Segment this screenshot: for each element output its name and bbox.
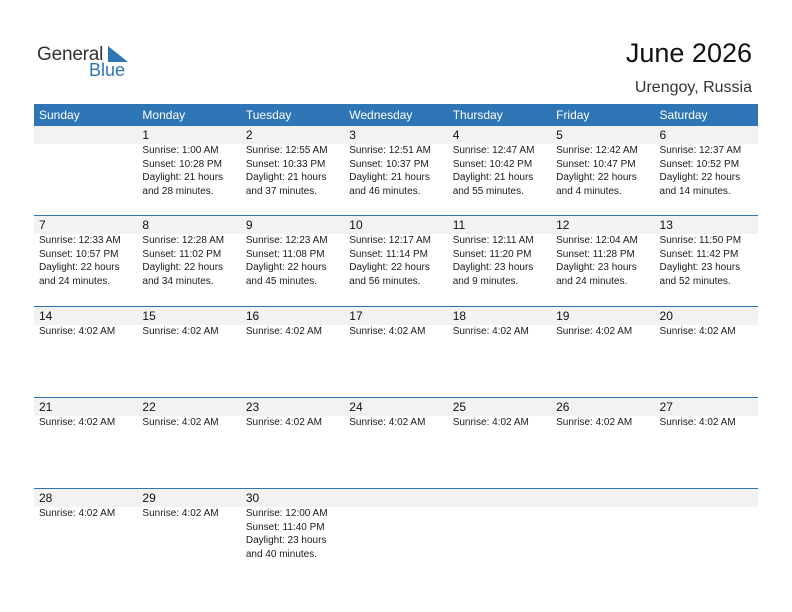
sun-info-line: Daylight: 21 hours [452, 172, 534, 183]
day-number: 18 [452, 309, 467, 323]
weekday-wednesday: Wednesday [349, 108, 413, 122]
sun-info-line: Daylight: 23 hours [245, 535, 327, 546]
sun-info-line: Sunrise: 4:02 AM [142, 417, 219, 428]
day-cell [344, 216, 447, 306]
day-cell [34, 216, 137, 306]
sun-info-line: Daylight: 23 hours [659, 262, 741, 273]
day-cell [241, 489, 344, 579]
day-cell [344, 398, 447, 488]
sun-info-line: Sunrise: 4:02 AM [39, 508, 116, 519]
day-cell [551, 398, 654, 488]
weekday-thursday: Thursday [452, 108, 503, 122]
day-number: 19 [556, 309, 570, 323]
day-number: 5 [556, 128, 563, 142]
day-number: 23 [245, 400, 260, 414]
sun-info-line: Sunrise: 12:23 AM [245, 235, 328, 246]
sun-info-line: Sunrise: 4:02 AM [556, 326, 633, 337]
day-sun-info [246, 416, 344, 430]
day-cell [241, 398, 344, 488]
sun-info-line: and 24 minutes. [556, 275, 628, 287]
sun-info-line: Sunrise: 12:37 AM [659, 145, 742, 156]
day-sun-info [142, 325, 240, 339]
sun-info-line: Daylight: 22 hours [142, 262, 224, 273]
day-number: 22 [142, 400, 156, 414]
day-cell [655, 489, 758, 579]
weekday-saturday: Saturday [659, 108, 708, 122]
calendar-week [34, 126, 758, 215]
location-subtitle: Urengoy, Russia [634, 79, 752, 96]
sun-info-line: Sunrise: 4:02 AM [659, 326, 736, 337]
sun-info-line: and 46 minutes. [349, 185, 421, 197]
sun-info-line: Daylight: 22 hours [556, 172, 637, 183]
sun-info-line: Sunrise: 4:02 AM [245, 326, 322, 337]
day-number: 11 [452, 218, 466, 232]
day-cell [34, 398, 137, 488]
day-sun-info [142, 234, 240, 288]
day-cell [551, 216, 654, 306]
day-cell [34, 489, 137, 579]
day-cell [137, 126, 240, 215]
calendar-week [34, 215, 758, 306]
sun-info-line: Daylight: 22 hours [659, 172, 741, 183]
day-sun-info [39, 416, 137, 430]
day-number: 3 [349, 128, 356, 142]
day-number: 20 [659, 309, 673, 323]
weekday-tuesday: Tuesday [245, 108, 292, 122]
day-cell [34, 126, 137, 215]
day-cell [241, 126, 344, 215]
day-cell [655, 126, 758, 215]
day-number: 27 [659, 400, 673, 414]
day-number [556, 489, 654, 507]
weekday-friday: Friday [556, 108, 590, 122]
sun-info-line: Sunset: 10:28 PM [142, 158, 222, 170]
calendar-week [34, 488, 758, 579]
sun-info-line: Daylight: 21 hours [142, 172, 224, 183]
sun-info-line: Sunrise: 4:02 AM [659, 417, 736, 428]
day-number: 4 [452, 128, 460, 142]
day-number [39, 126, 137, 144]
day-number: 15 [142, 309, 156, 323]
sun-info-line: Sunrise: 12:55 AM [245, 145, 328, 156]
sun-info-line: Sunset: 11:40 PM [245, 521, 325, 533]
day-number: 13 [659, 218, 673, 232]
day-sun-info [246, 144, 344, 198]
day-sun-info [453, 144, 551, 198]
logo-blue-text: Blue [89, 60, 126, 80]
sun-info-line: Sunrise: 4:02 AM [142, 326, 219, 337]
sun-info-line: Daylight: 23 hours [556, 262, 637, 273]
day-number: 1 [142, 128, 150, 142]
day-cell [448, 126, 551, 215]
day-cell [655, 307, 758, 397]
day-cell [137, 216, 240, 306]
sun-info-line: Sunset: 11:02 PM [142, 248, 222, 260]
day-sun-info [556, 416, 654, 430]
sun-info-line: Sunrise: 12:51 AM [349, 145, 431, 156]
sun-info-line: and 37 minutes. [245, 185, 318, 197]
sun-info-line: Sunset: 10:52 PM [659, 158, 740, 170]
sun-info-line: and 14 minutes. [659, 185, 731, 197]
sun-info-line: Sunrise: 12:00 AM [245, 508, 328, 519]
sun-info-line: Daylight: 22 hours [245, 262, 327, 273]
sun-info-line: Sunset: 11:14 PM [349, 248, 429, 260]
day-number [660, 489, 758, 507]
day-number: 21 [39, 400, 53, 414]
sun-info-line: Sunrise: 12:11 AM [452, 235, 534, 246]
sun-info-line: Sunrise: 4:02 AM [452, 417, 529, 428]
sun-info-line: Sunset: 11:42 PM [659, 248, 739, 260]
day-number [453, 489, 551, 507]
day-number [349, 489, 447, 507]
day-sun-info [453, 416, 551, 430]
day-cell [448, 398, 551, 488]
day-number: 12 [556, 218, 570, 232]
sun-info-line: Sunrise: 12:04 AM [556, 235, 638, 246]
day-sun-info [453, 234, 551, 288]
sun-info-line: Daylight: 21 hours [349, 172, 430, 183]
day-number: 25 [452, 400, 467, 414]
day-cell [344, 126, 447, 215]
day-sun-info [660, 416, 758, 430]
day-sun-info [660, 234, 758, 288]
day-sun-info [660, 325, 758, 339]
sun-info-line: and 28 minutes. [142, 185, 214, 197]
day-number: 6 [659, 128, 667, 142]
calendar-weeks [34, 126, 758, 579]
day-sun-info [660, 144, 758, 198]
sun-info-line: Sunrise: 4:02 AM [556, 417, 633, 428]
calendar [34, 104, 758, 579]
sun-info-line: Sunset: 11:20 PM [452, 248, 532, 260]
sun-info-line: Sunrise: 4:02 AM [142, 508, 219, 519]
day-sun-info [246, 234, 344, 288]
sun-info-line: Sunrise: 4:02 AM [39, 417, 116, 428]
sun-info-line: Sunset: 10:33 PM [245, 158, 326, 170]
day-sun-info [453, 325, 551, 339]
logo-general-text: General [37, 44, 104, 65]
day-cell [448, 307, 551, 397]
sun-info-line: Sunrise: 11:50 PM [659, 235, 742, 246]
day-number: 9 [245, 218, 253, 232]
sun-info-line: Sunrise: 4:02 AM [39, 326, 116, 337]
day-sun-info [142, 416, 240, 430]
sun-info-line: and 34 minutes. [142, 275, 214, 287]
day-number: 30 [245, 491, 260, 505]
sun-info-line: and 56 minutes. [349, 275, 421, 287]
sun-info-line: Sunset: 10:42 PM [452, 158, 533, 170]
weekday-monday: Monday [142, 108, 186, 122]
day-sun-info [142, 144, 240, 198]
sun-info-line: and 4 minutes. [556, 185, 622, 197]
day-cell [448, 216, 551, 306]
weekday-header [34, 104, 758, 126]
day-cell [137, 489, 240, 579]
sun-info-line: Daylight: 22 hours [39, 262, 120, 273]
day-number: 28 [39, 491, 53, 505]
day-sun-info [246, 325, 344, 339]
day-sun-info [349, 416, 447, 430]
sun-info-line: Sunrise: 12:33 AM [39, 235, 121, 246]
day-number: 7 [39, 218, 46, 232]
day-sun-info [349, 325, 447, 339]
day-cell [655, 216, 758, 306]
sun-info-line: Sunset: 10:47 PM [556, 158, 636, 170]
day-sun-info [39, 234, 137, 288]
day-sun-info [556, 325, 654, 339]
day-cell [241, 307, 344, 397]
sun-info-line: Daylight: 21 hours [245, 172, 327, 183]
day-cell [344, 489, 447, 579]
day-number: 14 [39, 309, 53, 323]
calendar-week [34, 397, 758, 488]
day-cell [448, 489, 551, 579]
sun-info-line: Sunrise: 12:17 AM [349, 235, 431, 246]
day-sun-info [556, 144, 654, 198]
day-cell [551, 489, 654, 579]
day-cell [137, 398, 240, 488]
day-sun-info [142, 507, 240, 521]
sun-info-line: and 9 minutes. [452, 275, 519, 287]
day-number: 29 [142, 491, 156, 505]
day-sun-info [246, 507, 344, 561]
day-number: 26 [556, 400, 570, 414]
page-title: June 2026 [625, 38, 752, 68]
day-number: 16 [245, 309, 260, 323]
sun-info-line: Sunrise: 12:28 AM [142, 235, 225, 246]
day-sun-info [39, 325, 137, 339]
sun-info-line: Sunrise: 4:02 AM [349, 326, 426, 337]
day-cell [655, 398, 758, 488]
sun-info-line: Daylight: 23 hours [452, 262, 534, 273]
sun-info-line: Sunrise: 1:00 AM [142, 145, 219, 156]
sun-info-line: Sunset: 11:08 PM [245, 248, 325, 260]
sun-info-line: and 52 minutes. [659, 275, 731, 287]
day-sun-info [556, 234, 654, 288]
sun-info-line: Sunrise: 4:02 AM [349, 417, 426, 428]
day-sun-info [349, 234, 447, 288]
day-cell [551, 307, 654, 397]
sun-info-line: and 40 minutes. [245, 548, 318, 560]
day-cell [137, 307, 240, 397]
sun-info-line: and 55 minutes. [452, 185, 524, 197]
sun-info-line: and 24 minutes. [39, 275, 111, 287]
day-cell [344, 307, 447, 397]
calendar-week [34, 306, 758, 397]
sun-info-line: Sunrise: 4:02 AM [452, 326, 529, 337]
sun-info-line: Daylight: 22 hours [349, 262, 430, 273]
logo [37, 44, 137, 80]
day-number: 10 [349, 218, 363, 232]
day-sun-info [349, 144, 447, 198]
sun-info-line: Sunrise: 12:42 AM [556, 145, 638, 156]
day-number: 24 [349, 400, 363, 414]
sun-info-line: Sunset: 11:28 PM [556, 248, 635, 260]
day-number: 8 [142, 218, 150, 232]
day-cell [551, 126, 654, 215]
day-cell [34, 307, 137, 397]
sun-info-line: and 45 minutes. [245, 275, 318, 287]
day-sun-info [39, 507, 137, 521]
day-number: 17 [349, 309, 363, 323]
day-number: 2 [245, 128, 253, 142]
day-cell [241, 216, 344, 306]
sun-info-line: Sunset: 10:57 PM [39, 248, 119, 260]
sun-info-line: Sunset: 10:37 PM [349, 158, 429, 170]
sun-info-line: Sunrise: 4:02 AM [245, 417, 322, 428]
weekday-sunday: Sunday [39, 108, 80, 122]
sun-info-line: Sunrise: 12:47 AM [452, 145, 535, 156]
